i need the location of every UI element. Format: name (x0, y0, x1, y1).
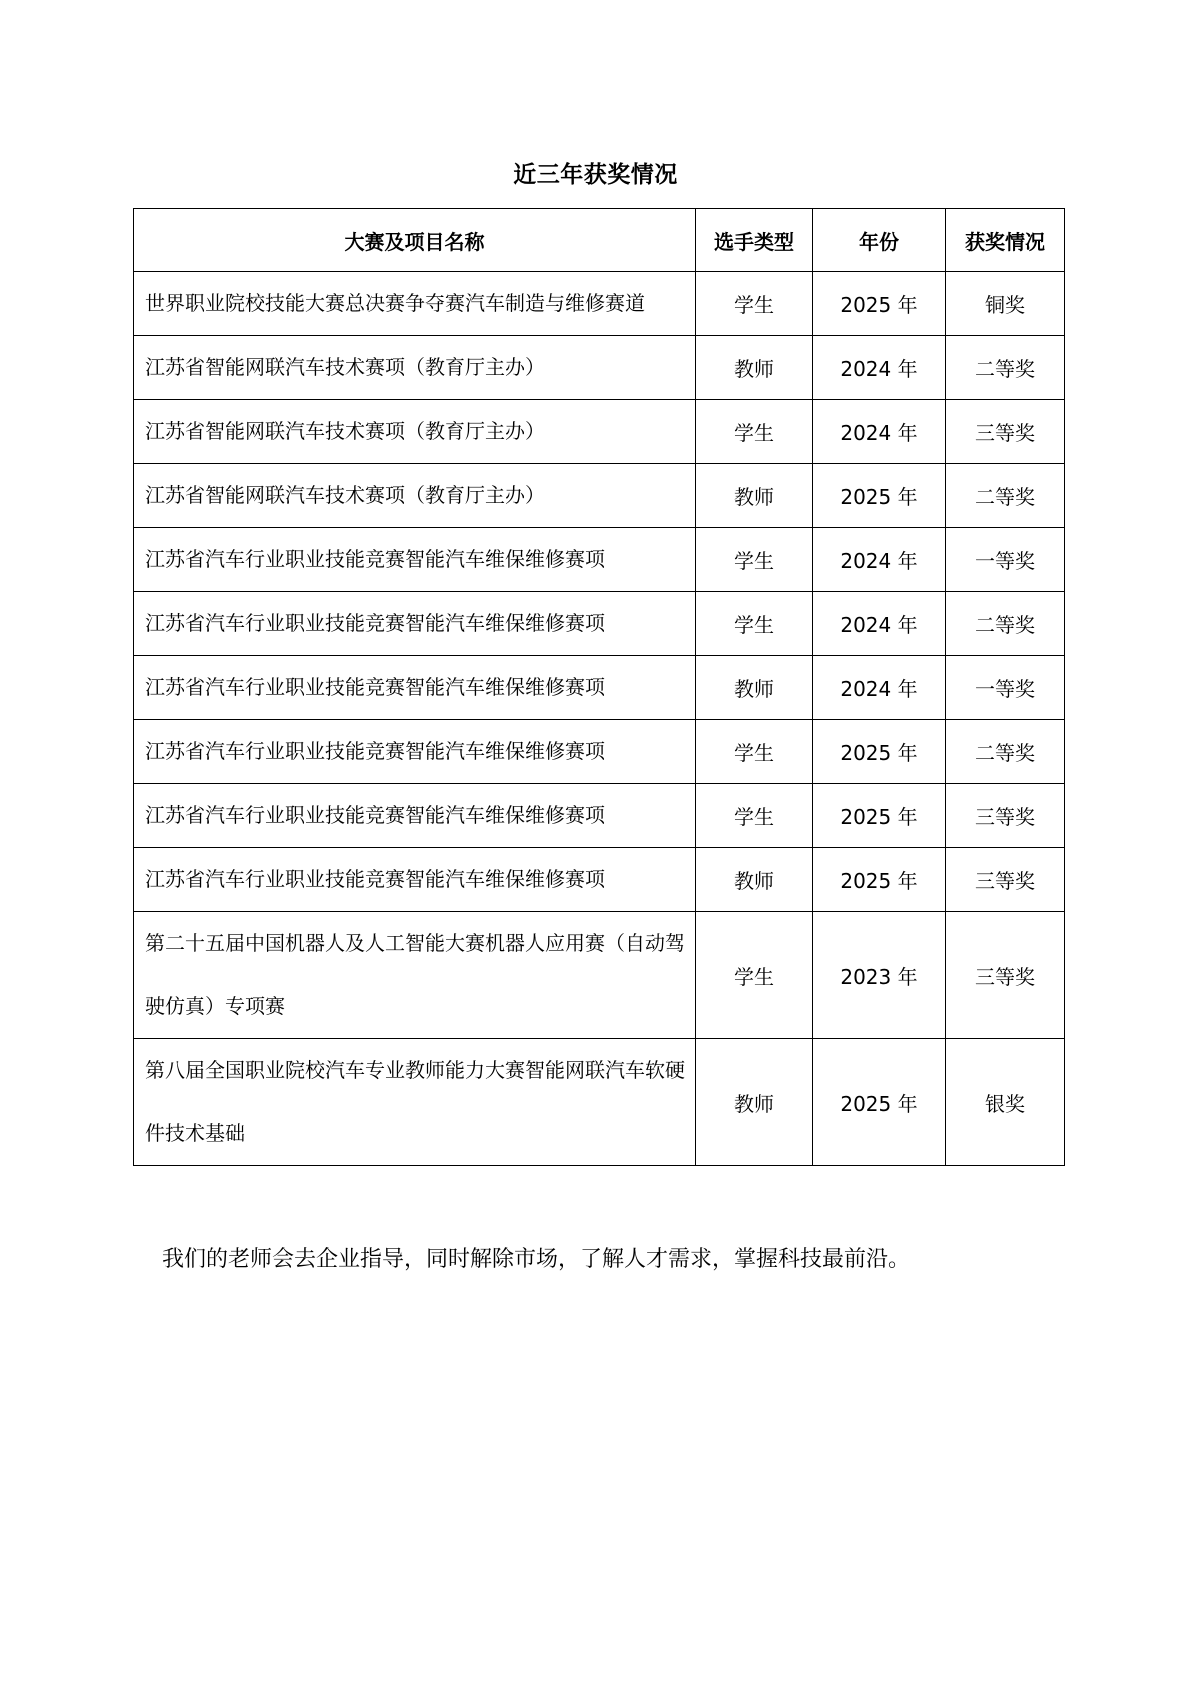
competition-name-cell: 江苏省汽车行业职业技能竞赛智能汽车维保维修赛项 (134, 848, 696, 912)
table-row (134, 592, 1065, 656)
year-cell: 2025 年 (813, 784, 946, 848)
body-paragraph: 我们的老师会去企业指导，同时解除市场，了解人才需求，掌握科技最前沿。 (162, 1247, 911, 1272)
table-row (134, 784, 1065, 848)
year-cell: 2024 年 (813, 592, 946, 656)
table-row (134, 1039, 1065, 1166)
award-cell: 一等奖 (946, 528, 1065, 592)
award-cell: 二等奖 (946, 592, 1065, 656)
competition-name-cell: 第二十五届中国机器人及人工智能大赛机器人应用赛（自动驾驶仿真）专项赛 (134, 912, 696, 1039)
competition-name-cell: 江苏省汽车行业职业技能竞赛智能汽车维保维修赛项 (134, 784, 696, 848)
table-row (134, 848, 1065, 912)
contestant-type-cell: 教师 (696, 1039, 813, 1166)
page-title: 近三年获奖情况 (513, 162, 678, 188)
competition-name-cell: 江苏省智能网联汽车技术赛项（教育厅主办） (134, 464, 696, 528)
year-cell: 2024 年 (813, 336, 946, 400)
competition-name-cell: 第八届全国职业院校汽车专业教师能力大赛智能网联汽车软硬件技术基础 (134, 1039, 696, 1166)
year-cell: 2025 年 (813, 720, 946, 784)
contestant-type-cell: 学生 (696, 400, 813, 464)
competition-name-cell: 世界职业院校技能大赛总决赛争夺赛汽车制造与维修赛道 (134, 272, 696, 336)
award-cell: 一等奖 (946, 656, 1065, 720)
year-cell: 2025 年 (813, 1039, 946, 1166)
competition-name-cell: 江苏省智能网联汽车技术赛项（教育厅主办） (134, 400, 696, 464)
table-row (134, 656, 1065, 720)
table-row (134, 336, 1065, 400)
year-cell: 2024 年 (813, 400, 946, 464)
award-cell: 三等奖 (946, 848, 1065, 912)
competition-name-cell: 江苏省汽车行业职业技能竞赛智能汽车维保维修赛项 (134, 528, 696, 592)
table-row (134, 464, 1065, 528)
table-row (134, 400, 1065, 464)
header-award: 获奖情况 (946, 209, 1065, 272)
award-cell: 二等奖 (946, 336, 1065, 400)
table-header-row (134, 209, 1065, 272)
contestant-type-cell: 学生 (696, 912, 813, 1039)
award-cell: 三等奖 (946, 784, 1065, 848)
table-row (134, 528, 1065, 592)
contestant-type-cell: 教师 (696, 656, 813, 720)
header-year: 年份 (813, 209, 946, 272)
header-contestant-type: 选手类型 (696, 209, 813, 272)
awards-table (133, 208, 1065, 1166)
year-cell: 2024 年 (813, 528, 946, 592)
contestant-type-cell: 学生 (696, 272, 813, 336)
award-cell: 二等奖 (946, 464, 1065, 528)
award-cell: 三等奖 (946, 400, 1065, 464)
year-cell: 2024 年 (813, 656, 946, 720)
contestant-type-cell: 学生 (696, 784, 813, 848)
competition-name-cell: 江苏省智能网联汽车技术赛项（教育厅主办） (134, 336, 696, 400)
table-row (134, 912, 1065, 1039)
competition-name-cell: 江苏省汽车行业职业技能竞赛智能汽车维保维修赛项 (134, 720, 696, 784)
contestant-type-cell: 教师 (696, 848, 813, 912)
award-cell: 银奖 (946, 1039, 1065, 1166)
contestant-type-cell: 学生 (696, 592, 813, 656)
year-cell: 2023 年 (813, 912, 946, 1039)
contestant-type-cell: 教师 (696, 464, 813, 528)
award-cell: 铜奖 (946, 272, 1065, 336)
table-row (134, 272, 1065, 336)
contestant-type-cell: 学生 (696, 720, 813, 784)
contestant-type-cell: 学生 (696, 528, 813, 592)
year-cell: 2025 年 (813, 464, 946, 528)
year-cell: 2025 年 (813, 272, 946, 336)
competition-name-cell: 江苏省汽车行业职业技能竞赛智能汽车维保维修赛项 (134, 656, 696, 720)
table-row (134, 720, 1065, 784)
competition-name-cell: 江苏省汽车行业职业技能竞赛智能汽车维保维修赛项 (134, 592, 696, 656)
year-cell: 2025 年 (813, 848, 946, 912)
award-cell: 三等奖 (946, 912, 1065, 1039)
award-cell: 二等奖 (946, 720, 1065, 784)
header-competition-name: 大赛及项目名称 (134, 209, 696, 272)
contestant-type-cell: 教师 (696, 336, 813, 400)
